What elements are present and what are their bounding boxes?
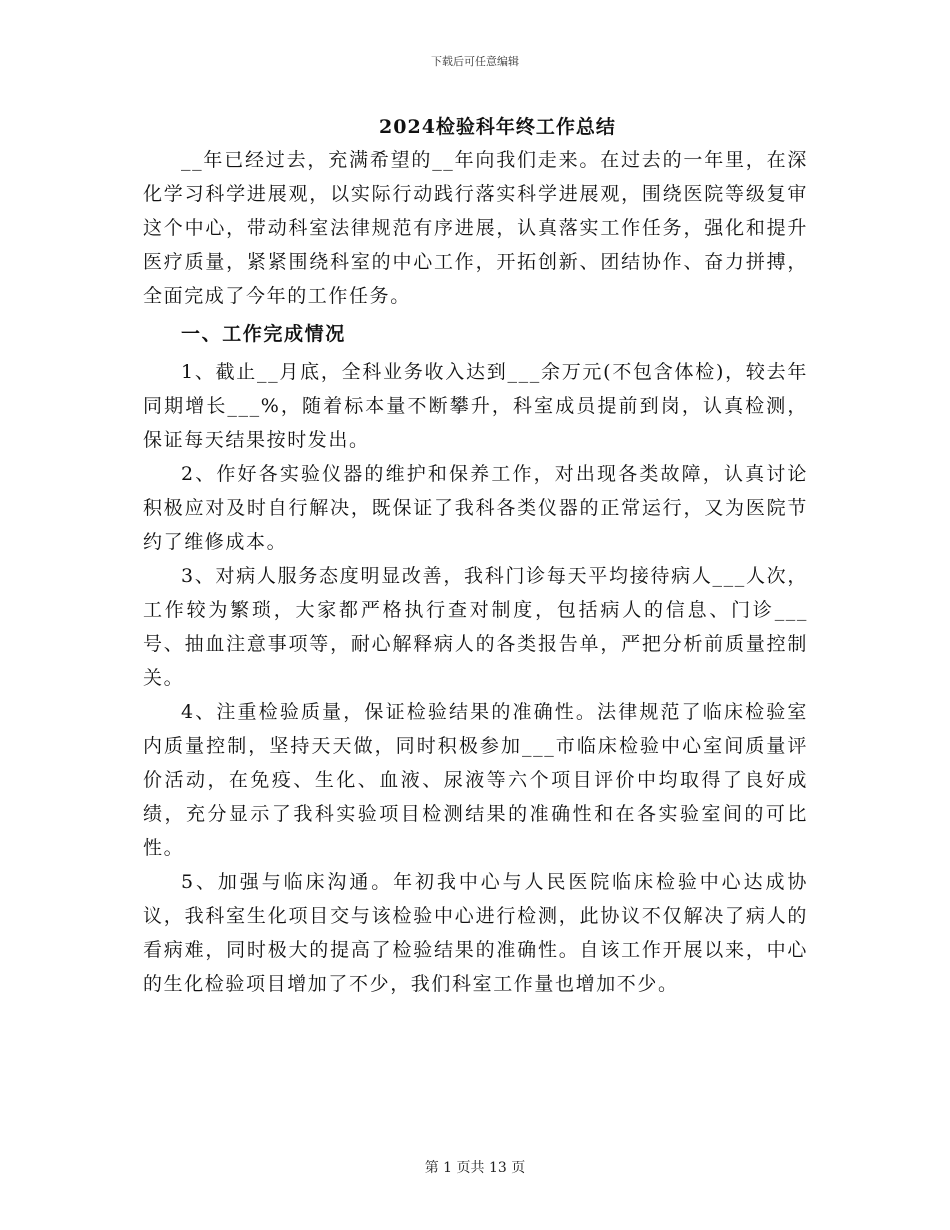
section-heading: 一、工作完成情况 bbox=[181, 323, 346, 345]
intro-paragraph: __年已经过去，充满希望的__年向我们走来。在过去的一年里，在深化学习科学进展观，以实际行动践行落实科学进展观，围绕医院等级复审这个中心，带动科室法律规范有序进展，认真落实工作任务，强化和提升医疗质量，紧紧围绕科室的中心工作，开拓创新、团结协作、奋力拼搏，全面完成了今年的工作任务。 bbox=[143, 149, 808, 307]
document-body bbox=[143, 143, 808, 1001]
header-note: 下载后可任意编辑 bbox=[431, 55, 519, 68]
list-item: 3、对病人服务态度明显改善，我科门诊每天平均接待病人___人次，工作较为繁琐，大家都严格执行查对制度，包括病人的信息、门诊___号、抽血注意事项等，耐心解释病人的各类报告单，严把分析前质量控制关。 bbox=[143, 565, 808, 689]
page-number: 第 1 页共 13 页 bbox=[424, 1160, 526, 1176]
list-item: 5、加强与临床沟通。年初我中心与人民医院临床检验中心达成协议，我科室生化项目交与该检验中心进行检测，此协议不仅解决了病人的看病难，同时极大的提高了检验结果的准确性。自该工作开展以来，中心的生化检验项目增加了不少，我们科室工作量也增加不少。 bbox=[143, 871, 808, 995]
list-item: 1、截止__月底，全科业务收入达到___余万元(不包含体检)，较去年同期增长___%，随着标本量不断攀升，科室成员提前到岗，认真检测，保证每天结果按时发出。 bbox=[143, 361, 808, 451]
document-title: 2024检验科年终工作总结 bbox=[379, 116, 616, 138]
list-item: 4、注重检验质量，保证检验结果的准确性。法律规范了临床检验室内质量控制，坚持天天做，同时积极参加___市临床检验中心室间质量评价活动，在免疫、生化、血液、尿液等六个项目评价中均取得了良好成绩，充分显示了我科实验项目检测结果的准确性和在各实验室间的可比性。 bbox=[143, 701, 808, 859]
list-item: 2、作好各实验仪器的维护和保养工作，对出现各类故障，认真讨论积极应对及时自行解决，既保证了我科各类仪器的正常运行，又为医院节约了维修成本。 bbox=[143, 463, 808, 553]
